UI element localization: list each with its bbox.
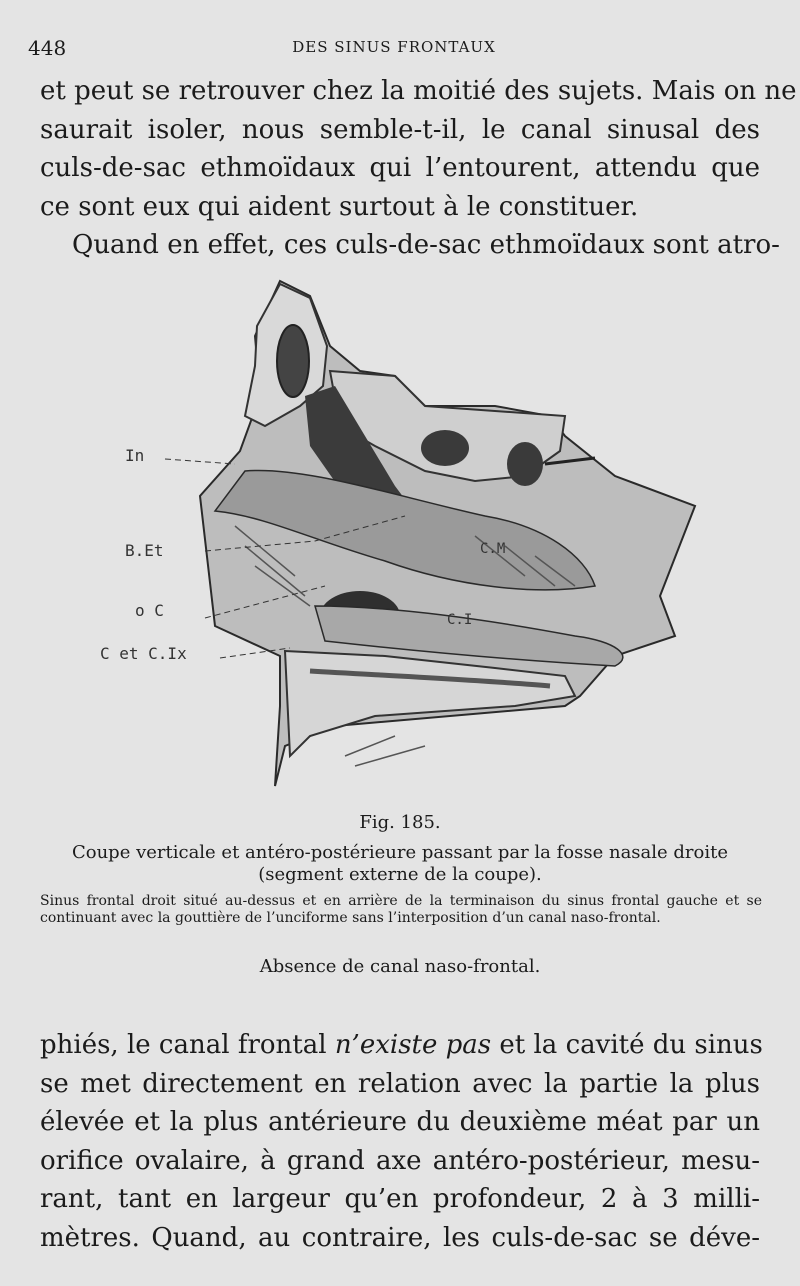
text-line: rant, tant en largeur qu’en profondeur, 2 à 3 milli-: [40, 1184, 760, 1214]
caption-line: (segment externe de la coupe).: [258, 864, 542, 885]
text-run: et la cavité du sinus: [491, 1030, 763, 1060]
leader-in: [165, 459, 235, 464]
running-head: [28, 36, 760, 60]
figure-note: Sinus frontal droit situé au-dessus et en arrière de la terminaison du sinus frontal gauche et se continuant avec la gouttière de l’unciforme sans l’interposition d’un canal naso-frontal.: [40, 893, 762, 926]
text-line: et peut se retrouver chez la moitié des sujets. Mais on ne: [40, 76, 797, 106]
text-line: [40, 1026, 763, 1065]
caption-line: Coupe verticale et antéro-postérieure passant par la fosse nasale droite: [71, 842, 729, 863]
text-line: orifice ovalaire, à grand axe antéro-postérieur, mesu-: [40, 1145, 760, 1176]
label-oc: o C: [135, 601, 164, 620]
running-title: DES SINUS FRONTAUX: [292, 38, 496, 56]
label-bet: B.Et: [125, 541, 164, 560]
label-cm: C.M: [480, 541, 506, 557]
text-line: élevée et la plus antérieure du deuxième méat par un: [40, 1107, 760, 1137]
frontal-sinus-cavity: [277, 325, 309, 397]
emphasis-text: n’existe pas: [334, 1030, 492, 1060]
anatomical-figure: [95, 276, 735, 806]
text-line: saurait isoler, nous semble-t-il, le canal sinusal des: [40, 114, 760, 145]
top-paragraph: [40, 72, 797, 265]
figure-absence-note: Absence de canal naso-frontal.: [259, 956, 541, 977]
ethmoid-cell: [421, 430, 469, 466]
nasal-section-drawing: [95, 276, 735, 806]
text-line: Quand en effet, ces culs-de-sac ethmoïdaux sont atro-: [72, 230, 780, 260]
text-line: ce sont eux qui aident surtout à le constituer.: [40, 191, 639, 222]
text-run: phiés, le canal frontal: [40, 1030, 335, 1060]
page-number: 448: [28, 36, 67, 60]
figure-caption: [40, 842, 760, 886]
bottom-paragraph: [40, 1026, 763, 1257]
label-in: In: [125, 446, 145, 465]
label-cetcix: C et C.Ix: [100, 644, 187, 663]
ethmoid-cell: [507, 442, 543, 486]
figure-number: Fig. 185.: [359, 812, 441, 833]
text-line: culs-de-sac ethmoïdaux qui l’entourent, attendu que: [40, 153, 760, 183]
text-line: mètres. Quand, au contraire, les culs-de-sac se déve-: [40, 1222, 760, 1253]
text-line: se met directement en relation avec la partie la plus: [40, 1068, 760, 1099]
label-ci: C.I: [447, 612, 473, 628]
